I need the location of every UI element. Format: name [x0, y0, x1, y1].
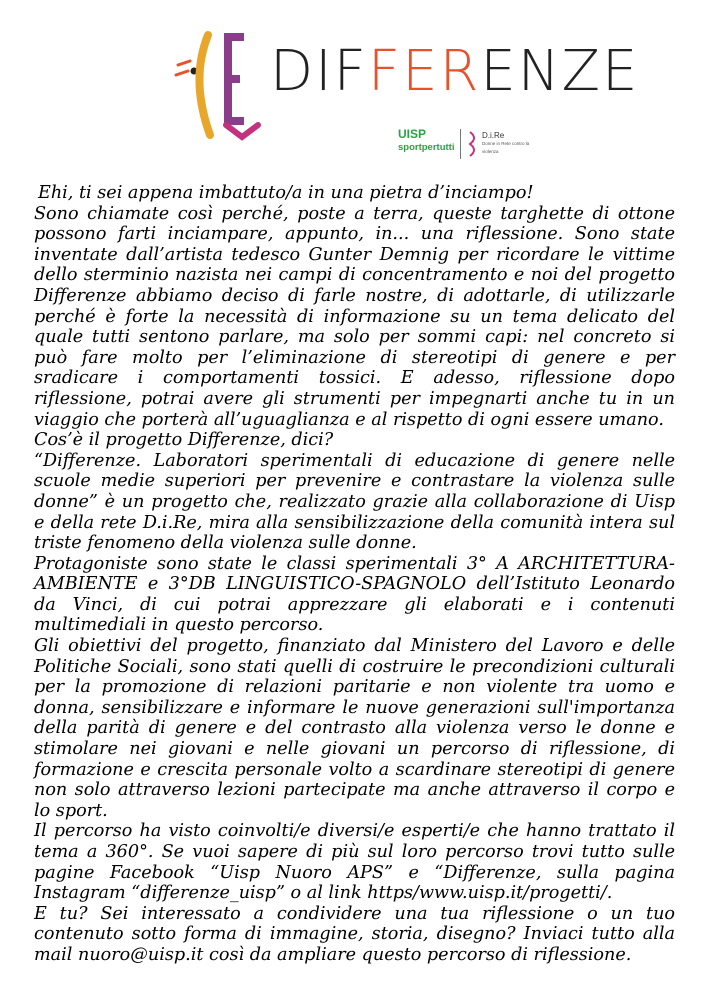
dire-logo-icon: [466, 130, 480, 158]
uisp-logo: [398, 128, 454, 154]
brand-wordmark: [270, 39, 640, 104]
article-paragraph: E tu? Sei interessato a condividere una tua riflessione o un tuo contenuto sotto forma di immagine, storia, disegno? Inviaci tutto alla mail nuoro@uisp.it così da ampliare questo percorso di riflessione.: [34, 903, 675, 965]
differenze-logo-mark-icon: [160, 25, 270, 145]
brand-wordmark-part-3: ENZE: [480, 39, 640, 104]
article-paragraph: Ehi, ti sei appena imbattuto/a in una pietra d’inciampo!: [38, 183, 534, 203]
article-paragraph: Cos’è il progetto Differenze, dici?: [34, 430, 334, 451]
sponsor-logos: [398, 128, 538, 164]
brand-wordmark-part-1: DIF: [270, 39, 368, 104]
uisp-name: UISP: [398, 127, 427, 141]
brand-wordmark-part-2: FER: [367, 39, 481, 104]
header: [0, 0, 706, 175]
article-paragraph: Gli obiettivi del progetto, finanziato dal Ministero del Lavoro e delle Politiche Sociali, sono stati quelli di costruire le precondizioni culturali per la promozione di relazioni paritarie e non violente tra uomo e donna, sensibilizzare e informare le nuove generazioni sull'importanza della parità di genere e del contrasto alla violenza verso le donne e stimolare nei giovani e nelle giovani un percorso di riflessione, di formazione e crescita personale volto a scardinare stereotipi di genere non solo attraverso lezioni partecipate ma anche attraverso il corpo e lo sport.: [34, 636, 675, 821]
dire-logo: [482, 132, 538, 156]
dire-tagline: Donne in Rete contro la violenza: [482, 141, 530, 154]
uisp-tagline: sportpertutti: [398, 142, 455, 153]
article-paragraph: Protagoniste sono state le classi sperimentali 3° A ARCHITETTURA-AMBIENTE e 3°DB LINGUISTICO-SPAGNOLO dell’Istituto Leonardo da Vinci, di cui potrai apprezzare gli elaborati e i contenuti multimediali in questo percorso.: [34, 553, 675, 636]
article-paragraph: Il percorso ha visto coinvolti/e diversi/e esperti/e che hanno trattato il tema a 360°. Se vuoi sapere di più sul loro percorso trovi tutto sulle pagine Facebook “Uisp Nuoro APS” e “Differenze, sulla pagina Instagram “differenze_uisp” o al link https/www.uisp.it/progetti/.: [34, 821, 675, 904]
dire-name: D.i.Re: [482, 131, 505, 140]
article-paragraph: Sono chiamate così perché, poste a terra, queste targhette di ottone possono farti inciampare, appunto, in... una riflessione. Sono state inventate dall’artista tedesco Gunter Demnig per ricordare le vittime dello sterminio nazista nei campi di concentramento e noi del progetto Differenze abbiamo deciso di farle nostre, di adottarle, di utilizzarle perché è forte la necessità di informazione su un tema delicato del quale tutti sentono parlare, ma solo per sommi capi: nel concreto si può fare molto per l’eliminazione di stereotipi di genere e per sradicare i comportamenti tossici. E adesso, riflessione dopo riflessione, potrai avere gli strumenti per impegnarti anche tu in un viaggio che porterà all’uguaglianza e al rispetto di ogni essere umano.: [34, 203, 675, 430]
article-paragraph: “Differenze. Laboratori sperimentali di educazione di genere nelle scuole medie superiori per prevenire e contrastare la violenza sulle donne” è un progetto che, realizzato grazie alla collaborazione di Uisp e della rete D.i.Re, mira alla sensibilizzazione della comunità intera sul triste fenomeno della violenza sulle donne.: [34, 450, 675, 554]
article-body: [34, 183, 675, 966]
sponsor-divider: [460, 129, 461, 159]
